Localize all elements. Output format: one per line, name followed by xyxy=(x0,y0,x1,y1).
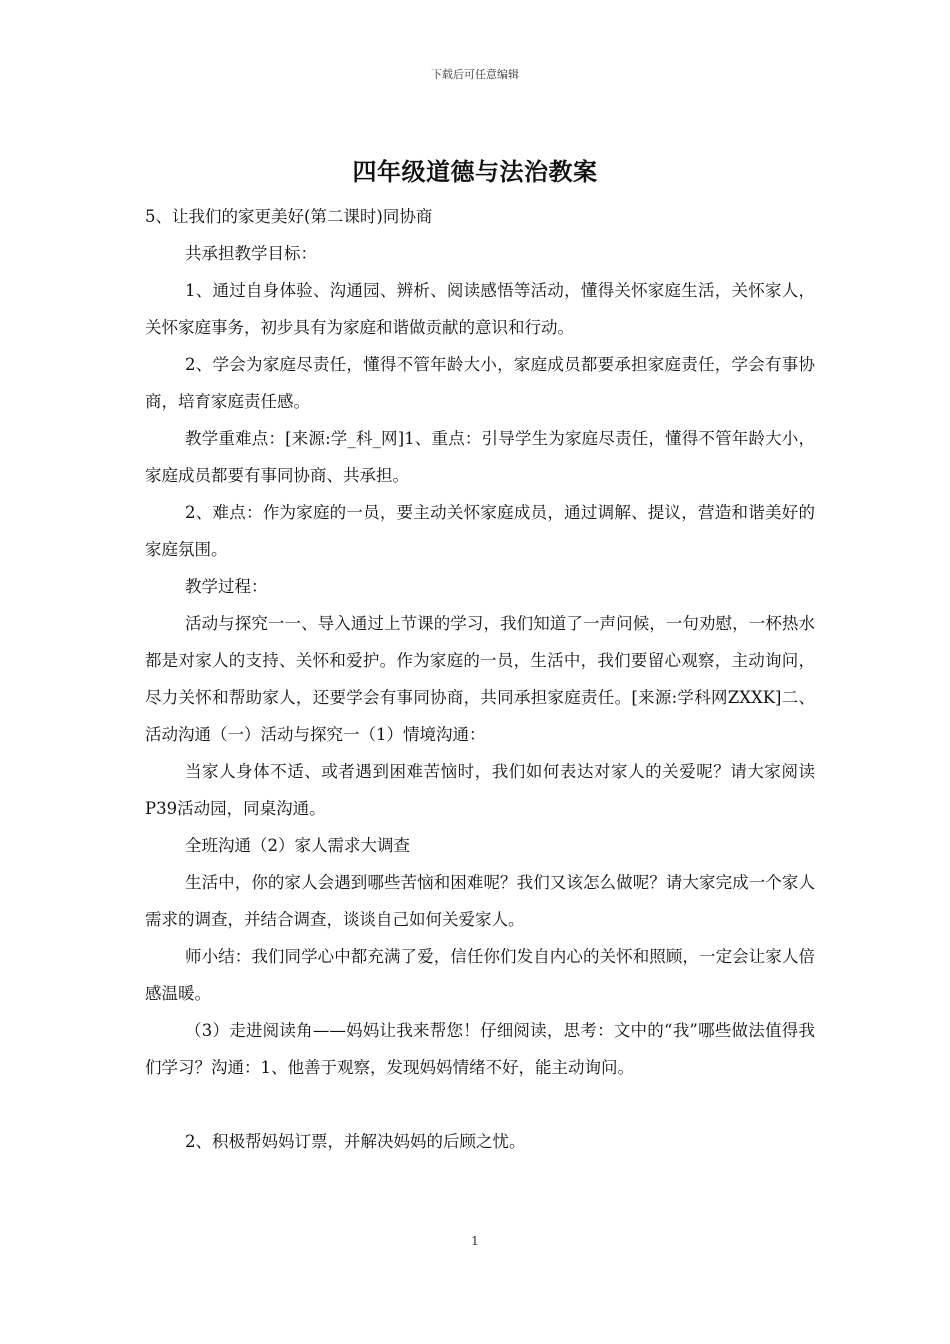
document-title: 四年级道德与法治教案 xyxy=(352,157,598,186)
paragraph-difficulty: 2、难点：作为家庭的一员，要主动关怀家庭成员，通过调解、提议，营造和谐美好的家庭氛围。 xyxy=(145,503,815,559)
paragraph-survey: 生活中，你的家人会遇到哪些苦恼和困难呢？我们又该怎么做呢？请大家完成一个家人需求的调查，并结合调查，谈谈自己如何关爱家人。 xyxy=(145,873,815,929)
document-body xyxy=(145,198,815,1160)
paragraph-process-heading: 教学过程： xyxy=(185,577,268,596)
paragraph-situation: 当家人身体不适、或者遇到困难苦恼时，我们如何表达对家人的关爱呢？请大家阅读P39活动园，同桌沟通。 xyxy=(145,762,815,818)
paragraph-lesson-title: 5、让我们的家更美好(第二课时)同协商 xyxy=(145,207,433,226)
paragraph-objectives-heading: 共承担教学目标： xyxy=(185,244,317,263)
paragraph-objective-2: 2、学会为家庭尽责任，懂得不管年龄大小，家庭成员都要承担家庭责任，学会有事协商，培育家庭责任感。 xyxy=(145,355,815,411)
paragraph-objective-1: 1、通过自身体验、沟通园、辨析、阅读感悟等活动，懂得关怀家庭生活，关怀家人，关怀家庭事务，初步具有为家庭和谐做贡献的意识和行动。 xyxy=(145,281,815,337)
paragraph-class-communication: 全班沟通（2）家人需求大调查 xyxy=(185,836,410,855)
paragraph-key-points: 教学重难点：[来源:学_科_网]1、重点：引导学生为家庭尽责任，懂得不管年龄大小，家庭成员都要有事同协商、共承担。 xyxy=(145,429,815,485)
page-number: 1 xyxy=(471,1234,479,1248)
paragraph-activity-intro: 活动与探究一一、导入通过上节课的学习，我们知道了一声问候，一句劝慰，一杯热水都是对家人的支持、关怀和爱护。作为家庭的一员，生活中，我们要留心观察，主动询问，尽力关怀和帮助家人，还要学会有事同协商，共同承担家庭责任。[来源:学科网ZXXK]二、活动沟通（一）活动与探究一（1）情境沟通： xyxy=(145,614,815,744)
paragraph-reading-corner: （3）走进阅读角——妈妈让我来帮您！仔细阅读，思考：文中的“我”哪些做法值得我们学习？沟通：1、他善于观察，发现妈妈情绪不好，能主动询问。 xyxy=(145,1021,815,1077)
page-header: 下载后可任意编辑 xyxy=(431,68,519,81)
paragraph-help-mother: 2、积极帮妈妈订票，并解决妈妈的后顾之忧。 xyxy=(185,1132,526,1151)
paragraph-teacher-summary: 师小结：我们同学心中都充满了爱，信任你们发自内心的关怀和照顾，一定会让家人倍感温暖。 xyxy=(145,947,815,1003)
paragraph-spacer xyxy=(145,1086,815,1123)
